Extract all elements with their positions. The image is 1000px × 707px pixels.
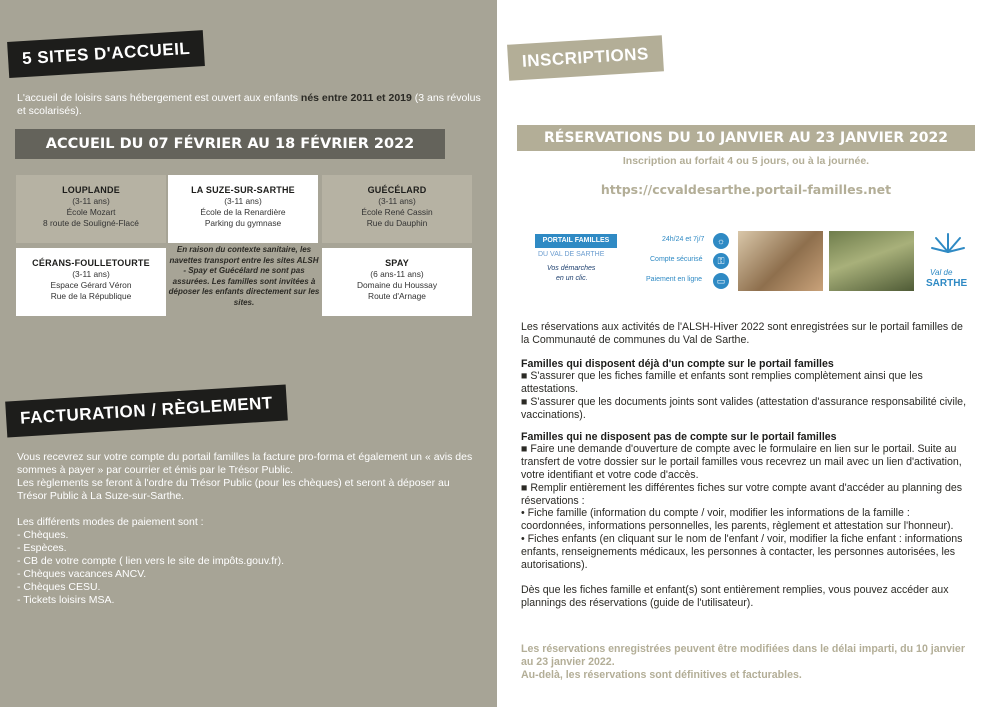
portal-subtitle: DU VAL DE SARTHE xyxy=(538,251,605,258)
closing-line-2: Au-delà, les réservations sont définitives et facturables. xyxy=(521,668,802,681)
lock-icon: ⚿ xyxy=(713,253,729,269)
payment-mode: - Chèques. xyxy=(17,529,69,541)
portal-slogan-1: Vos démarches xyxy=(547,265,596,272)
site-address-1: École René Cassin xyxy=(361,207,433,217)
existing-item: ■ S'assurer que les fiches famille et enfants sont remplies complètement ainsi que les attestations. xyxy=(521,370,923,396)
closing-line-1: Les réservations enregistrées peuvent être modifiées dans le délai imparti, du 10 janvier au 23 janvier 2022. xyxy=(521,643,965,668)
logo-text-val-de: Val de xyxy=(930,268,953,277)
facturation-paragraph-1: Vous recevrez sur votre compte du portail familles la facture pro-forma et également un « avis des sommes à payer » par courrier et émis par le Trésor Public. xyxy=(17,451,473,476)
no-account-item: • Fiches enfants (en cliquant sur le nom de l'enfant / voir, modifier la fiche enfant : informations enfants, renseignements médicaux, les personnes à contacter, les personnes autorisées, les autorisations). xyxy=(521,532,963,571)
intro-text: L'accueil de loisirs sans hébergement est ouvert aux enfants nés entre 2011 et 2019 (3 ans révolus et scolarisés). xyxy=(17,92,481,117)
feature-24h: 24h/24 et 7j/7 xyxy=(662,236,705,243)
portal-url-link[interactable]: https://ccvaldesarthe.portail-familles.net xyxy=(600,182,892,197)
site-address-1: École de la Renardière xyxy=(200,207,286,217)
photo-children-2 xyxy=(829,231,914,291)
site-name: GUÉCÉLARD xyxy=(367,185,427,195)
site-age: (3-11 ans) xyxy=(378,196,416,206)
facturation-text xyxy=(17,451,477,607)
site-spay xyxy=(322,248,472,316)
site-name: LOUPLANDE xyxy=(62,185,120,195)
transport-note: En raison du contexte sanitaire, les navettes transport entre les sites ALSH - Spay et Guécélard ne sont pas assurées. Les familles sont invitées à déposer les enfants directement sur les sites. xyxy=(168,245,320,307)
closing-note xyxy=(521,643,973,681)
portal-slogan-2: en un clic. xyxy=(556,275,588,282)
no-account-item: • Fiche famille (information du compte / voir, modifier les informations de la famille : coordonnées, informations personnelles, les parents, règlement et attestation sur l'honneur). xyxy=(521,507,954,533)
payment-mode: - Chèques vacances ANCV. xyxy=(17,568,147,580)
intro-paragraph: Les réservations aux activités de l'ALSH-Hiver 2022 sont enregistrées sur le portail familles de la Communauté de communes du Val de Sarthe. xyxy=(521,321,963,346)
heading-existing-account: Familles qui disposent déjà d'un compte sur le portail familles xyxy=(521,357,834,370)
heading-no-account: Familles qui ne disposent pas de compte sur le portail familles xyxy=(521,430,837,443)
photo-children-1 xyxy=(738,231,823,291)
site-name: LA SUZE-SUR-SARTHE xyxy=(191,185,295,195)
clock-icon: ☼ xyxy=(713,233,729,249)
portal-familles-badge: PORTAIL FAMILLES xyxy=(535,234,617,248)
after-paragraph: Dès que les fiches famille et enfant(s) sont entièrement remplies, vous pouvez accéder aux plannings des réservations (guide de l'utilisateur). xyxy=(521,584,949,610)
payment-mode: - Chèques CESU. xyxy=(17,581,101,593)
site-cerans-foulletourte xyxy=(16,248,166,316)
site-address-2: Parking du gymnase xyxy=(204,218,282,228)
feature-payment: Paiement en ligne xyxy=(646,276,703,283)
site-name: SPAY xyxy=(385,258,409,268)
payment-modes-intro: Les différents modes de paiement sont : xyxy=(17,516,204,528)
logo-text-sarthe: SARTHE xyxy=(926,278,968,289)
inscriptions-body xyxy=(521,321,973,610)
site-address-2: Rue de la République xyxy=(50,291,132,301)
existing-item: ■ S'assurer que les documents joints sont valides (attestation d'assurance responsabilité civile, vaccinations). xyxy=(521,395,967,421)
facturation-title: FACTURATION / RÈGLEMENT xyxy=(5,384,288,437)
forfait-text: Inscription au forfait 4 ou 5 jours, ou à la journée. xyxy=(622,155,870,167)
val-de-sarthe-logo xyxy=(922,230,974,270)
site-address-1: Espace Gérard Véron xyxy=(50,280,132,290)
payment-modes-list xyxy=(17,529,477,607)
site-address-2: 8 route de Souligné-Flacé xyxy=(43,218,139,228)
inscriptions-title: INSCRIPTIONS xyxy=(507,35,664,80)
site-age: (3-11 ans) xyxy=(224,196,262,206)
payment-mode: - Espèces. xyxy=(17,542,67,554)
accueil-dates-band: ACCUEIL DU 07 FÉVRIER AU 18 FÉVRIER 2022 xyxy=(15,129,445,159)
sites-title: 5 SITES D'ACCUEIL xyxy=(7,30,205,78)
reservations-dates-band: RÉSERVATIONS DU 10 JANVIER AU 23 JANVIER 2022 xyxy=(517,125,975,151)
facturation-paragraph-2: Les règlements se feront à l'ordre du Trésor Public (pour les chèques) et seront à déposer au Trésor Public à La Suze-sur-Sarthe. xyxy=(17,477,450,502)
site-guecelard xyxy=(322,175,472,243)
no-account-item: ■ Faire une demande d'ouverture de compte avec le formulaire en lien sur le portail. Suite au transfert de votre dossier sur le portail familles vous recevrez un mail avec un lien d'activation, votre identifiant et votre code d'accès. xyxy=(521,443,962,481)
site-age: (3-11 ans) xyxy=(72,196,110,206)
site-name: CÉRANS-FOULLETOURTE xyxy=(32,258,150,268)
site-address-1: École Mozart xyxy=(66,207,116,217)
site-address-2: Rue du Dauphin xyxy=(366,218,428,228)
site-age: (3-11 ans) xyxy=(72,269,110,279)
no-account-item: ■ Remplir entièrement les différentes fiches sur votre compte avant d'accéder au planning des réservations : xyxy=(521,481,963,507)
site-louplande xyxy=(16,175,166,243)
site-address-2: Route d'Arnage xyxy=(368,291,426,301)
feature-secure: Compte sécurisé xyxy=(650,256,703,263)
site-age: (6 ans-11 ans) xyxy=(370,269,424,279)
payment-mode: - Tickets loisirs MSA. xyxy=(17,594,115,606)
payment-mode: - CB de votre compte ( lien vers le site de impôts.gouv.fr). xyxy=(17,555,285,567)
site-address-1: Domaine du Houssay xyxy=(356,280,438,290)
card-icon: ▭ xyxy=(713,273,729,289)
site-la-suze xyxy=(168,175,318,243)
